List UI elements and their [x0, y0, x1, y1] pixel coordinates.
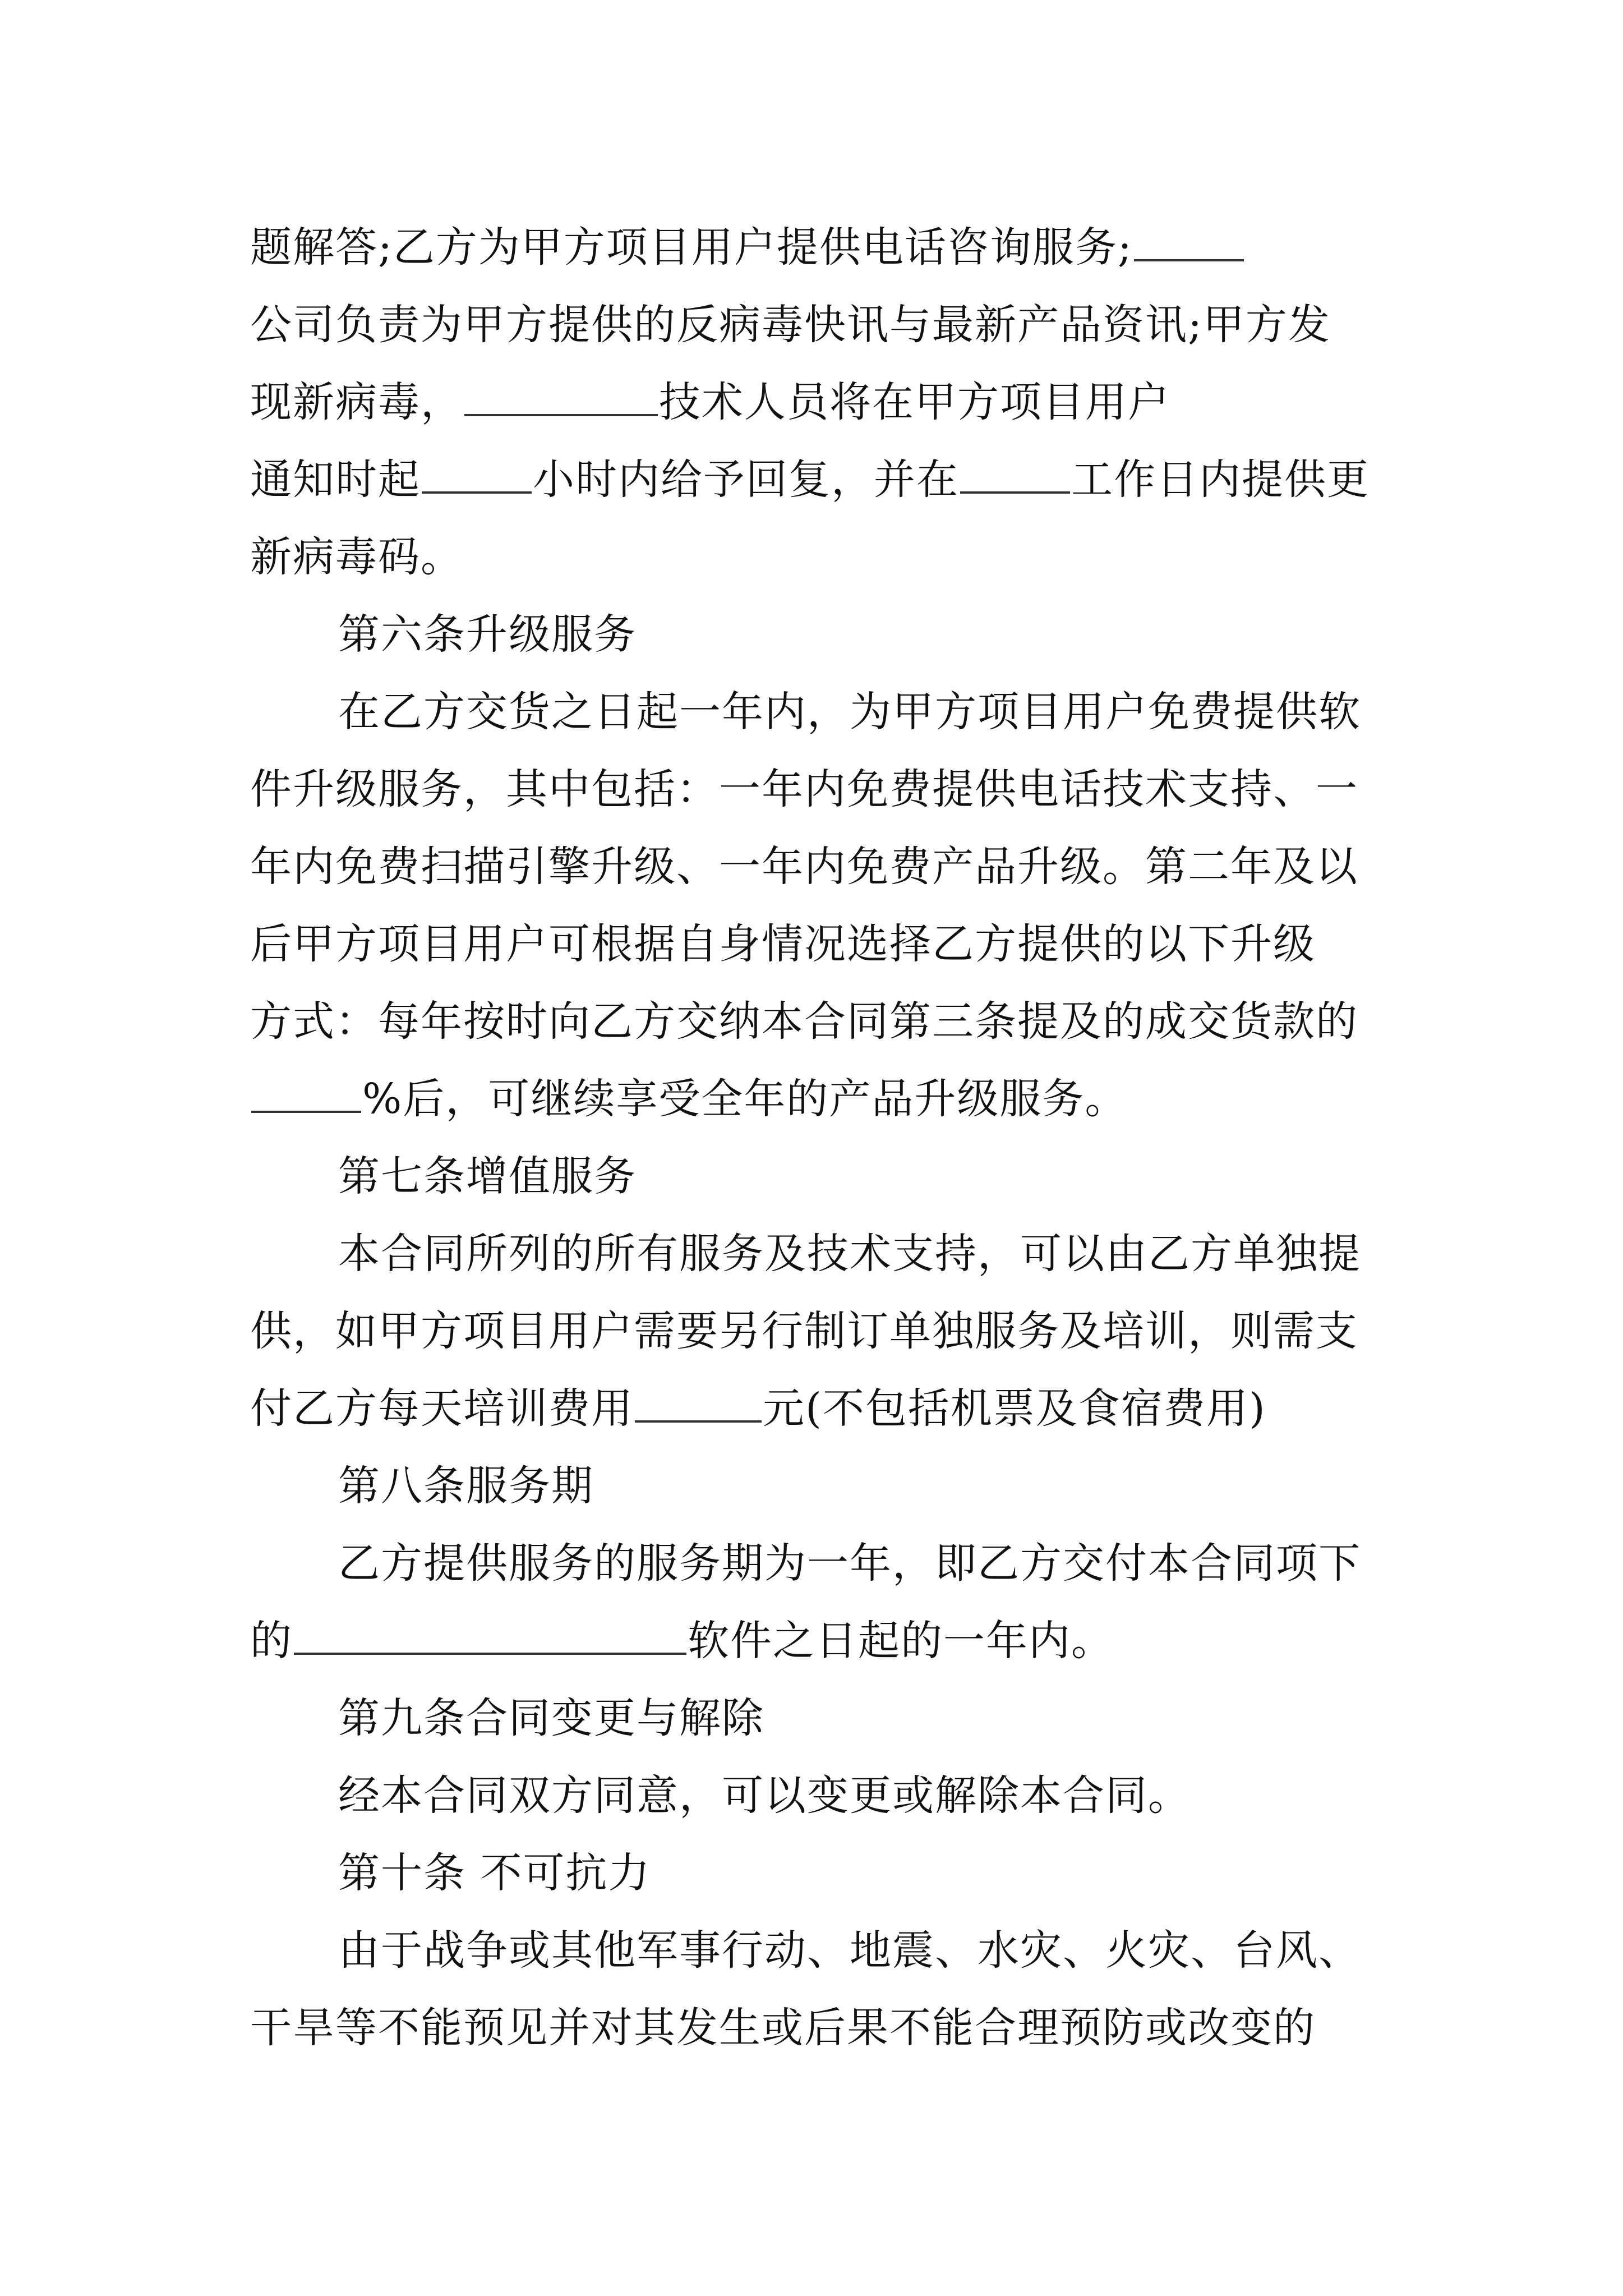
article-heading — [250, 1447, 1389, 1525]
heading-text: 第九条合同变更与解除 — [338, 1694, 764, 1742]
fill-blank — [251, 1079, 361, 1113]
text-line — [250, 751, 1389, 828]
text-line — [250, 1370, 1389, 1447]
heading-text: 第七条增值服务 — [338, 1152, 637, 1200]
text-line — [250, 1292, 1389, 1370]
article-heading — [250, 1138, 1389, 1215]
text-line — [250, 1602, 1389, 1680]
text-segment: 干旱等不能预见并对其发生或后果不能合理预防或改变的 — [250, 2004, 1316, 2052]
article-heading — [250, 1680, 1389, 1757]
text-segment: 元(不包括机票及食宿费用) — [763, 1384, 1266, 1433]
text-segment: 工作日内提供更 — [1071, 455, 1370, 504]
text-segment: 后甲方项目用户可根据自身情况选择乙方提供的以下升级 — [250, 920, 1316, 968]
text-segment: 件升级服务，其中包括：一年内免费提供电话技术支持、一 — [250, 765, 1358, 813]
text-line — [250, 673, 1389, 751]
text-segment: 经本合同双方同意，可以变更或解除本合同。 — [338, 1772, 1191, 1820]
text-segment: 供，如甲方项目用户需要另行制订单独服务及培训，则需支 — [250, 1307, 1358, 1355]
text-segment: 由于战争或其他军事行动、地震、水灾、火灾、台风、 — [338, 1926, 1361, 1975]
text-line — [250, 828, 1389, 905]
text-line — [250, 1989, 1389, 2067]
text-segment: 在乙方交货之日起一年内，为甲方项目用户免费提供软 — [338, 688, 1361, 736]
heading-text: 第六条升级服务 — [338, 610, 637, 659]
text-segment: 技术人员将在甲方项目用户 — [659, 378, 1170, 426]
text-line — [250, 286, 1389, 364]
text-segment: 现新病毒， — [250, 378, 463, 426]
text-line — [250, 1060, 1389, 1138]
text-segment: 题解答;乙方为甲方项目用户提供电话咨询服务; — [250, 223, 1133, 272]
fill-blank — [294, 1621, 686, 1655]
text-line — [250, 518, 1389, 596]
text-line — [250, 1215, 1389, 1292]
text-segment: 通知时起 — [250, 455, 421, 504]
text-segment: 新病毒码。 — [250, 533, 463, 581]
text-segment: 乙方提供服务的服务期为一年，即乙方交付本合同项下 — [338, 1539, 1361, 1588]
text-line — [250, 209, 1389, 286]
text-line — [250, 1912, 1389, 1989]
text-line — [250, 441, 1389, 518]
text-segment: 的 — [250, 1617, 293, 1665]
text-segment: 方式：每年按时向乙方交纳本合同第三条提及的成交货款的 — [250, 997, 1358, 1046]
article-heading — [250, 1834, 1389, 1912]
text-segment: 公司负责为甲方提供的反病毒快讯与最新产品资讯;甲方发 — [250, 301, 1331, 349]
text-segment: 软件之日起的一年内。 — [688, 1617, 1114, 1665]
fill-blank — [635, 1389, 762, 1423]
heading-text: 第十条 不可抗力 — [338, 1849, 651, 1897]
document-body — [250, 209, 1389, 2067]
text-segment: 本合同所列的所有服务及技术支持，可以由乙方单独提 — [338, 1230, 1361, 1278]
fill-blank — [960, 460, 1070, 494]
text-line — [250, 1757, 1389, 1834]
text-segment: %后，可继续享受全年的产品升级服务。 — [362, 1075, 1128, 1123]
fill-blank — [422, 460, 532, 494]
text-line — [250, 1525, 1389, 1602]
text-line — [250, 905, 1389, 983]
text-segment: 年内免费扫描引擎升级、一年内免费产品升级。第二年及以 — [250, 843, 1358, 891]
text-segment: 小时内给予回复，并在 — [533, 455, 959, 504]
text-segment: 付乙方每天培训费用 — [250, 1384, 634, 1433]
article-heading — [250, 596, 1389, 673]
fill-blank — [1134, 228, 1244, 261]
text-line — [250, 364, 1389, 441]
heading-text: 第八条服务期 — [338, 1462, 594, 1510]
text-line — [250, 983, 1389, 1060]
fill-blank — [464, 383, 658, 416]
